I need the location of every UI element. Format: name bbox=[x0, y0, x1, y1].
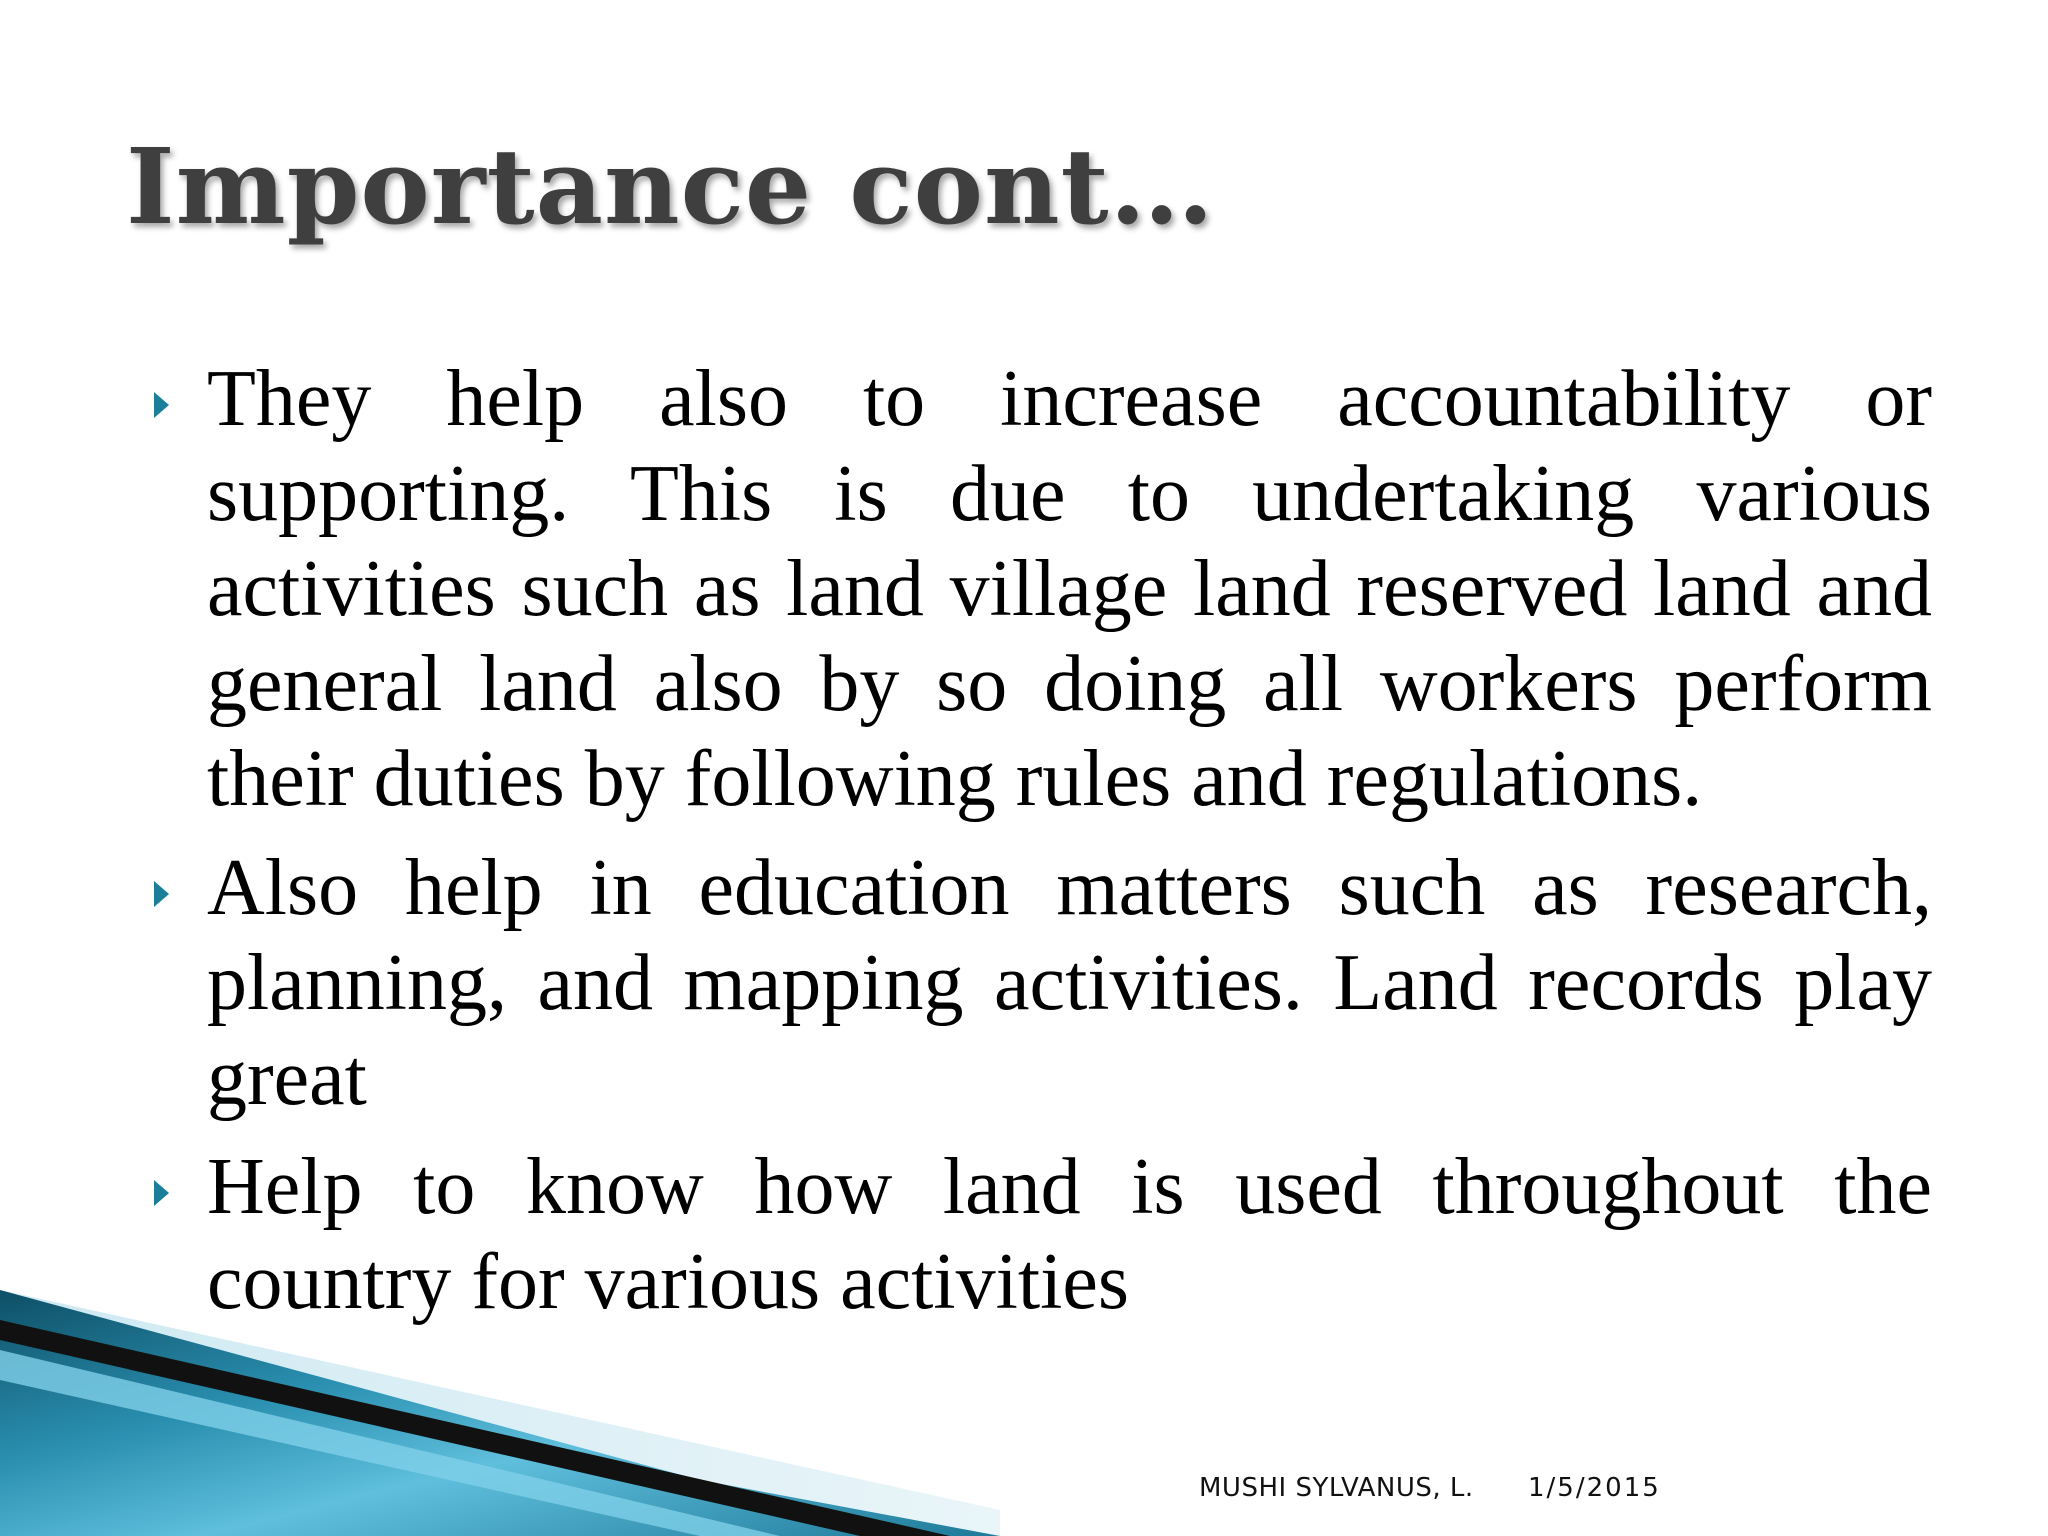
slide-title: Importance cont… bbox=[126, 125, 1215, 248]
bullet-item bbox=[150, 352, 1932, 827]
bullet-text: Help to know how land is used throughout the country for various activities bbox=[207, 1143, 1932, 1326]
footer-date: 1/5/2015 bbox=[1528, 1473, 1661, 1503]
corner-swoosh-decoration bbox=[0, 1290, 1000, 1536]
triangle-bullet-icon bbox=[154, 1180, 169, 1206]
bullet-list bbox=[150, 352, 1932, 1344]
triangle-bullet-icon bbox=[154, 881, 169, 907]
footer-author: MUSHI SYLVANUS, L. bbox=[1199, 1473, 1474, 1503]
bullet-text: Also help in education matters such as research, planning, and mapping activities. Land records play great bbox=[207, 844, 1932, 1122]
bullet-item bbox=[150, 841, 1932, 1126]
bullet-text: They help also to increase accountability or supporting. This is due to undertaking various activities such as land village land reserved land and general land also by so doing all workers perform their duties by following rules and regulations. bbox=[207, 355, 1932, 823]
triangle-bullet-icon bbox=[154, 392, 169, 418]
